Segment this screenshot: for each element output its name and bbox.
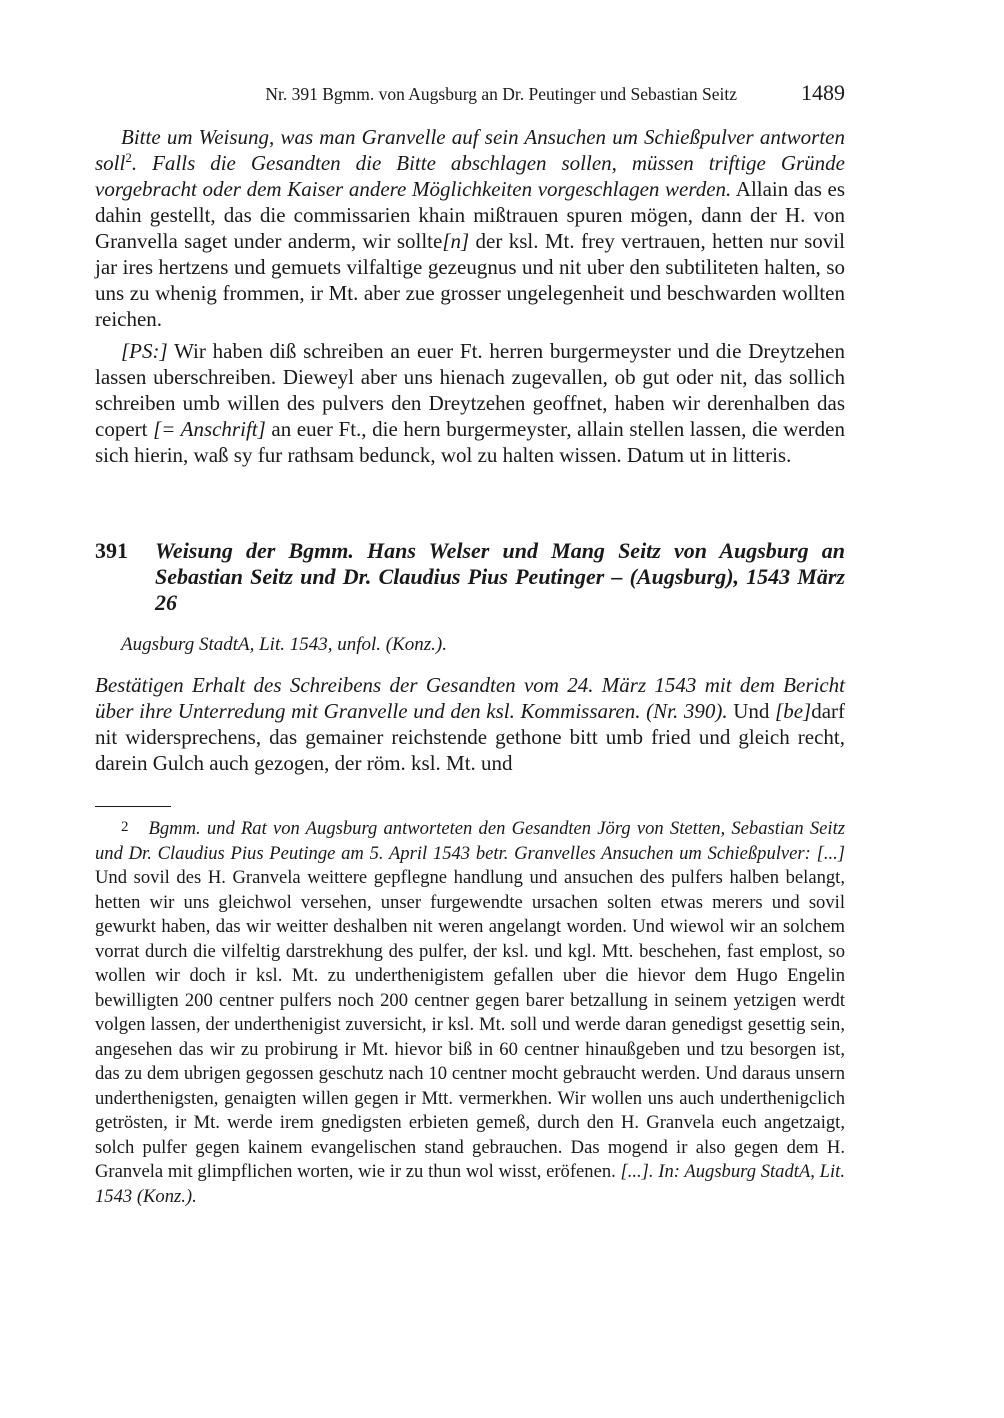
source-text-cont: der ksl. Mt. frey vertrauen, hetten nur sovil jar ires hertzens und gemuets vilfaltige gezeugnus und nit uber den subtiliteten halten, so uns zu whenig frommen, ir Mt. aber zue grosser ungelegenheit und beschwarden wollten reichen. [95,229,845,331]
editorial-bracket: [n] [442,229,470,253]
footnote-divider [95,806,171,807]
document-title: Weisung der Bgmm. Hans Welser und Mang Seitz von Augsburg an Sebastian Seitz und Dr. Claudius Pius Peutinger – (Augsburg), 1543 März 26 [155,538,845,615]
paragraph-3 [95,672,845,776]
source-text-cont: darf nit widersprechens, das gemainer reichstende gethone bitt umb fried und gleich recht, darein Gulch auch gezogen, der röm. ksl. Mt. und [95,699,845,775]
regest-text: Bestätigen Erhalt des Schreibens der Gesandten vom 24. März 1543 mit dem Bericht über ihre Unterredung mit Granvelle und den ksl. Kommissaren. (Nr. 390). [95,673,845,723]
source-text-cont: an euer Ft., die hern burgermeyster, allain stellen lassen, die werden sich hierin, waß sy fur rathsam bedunck, wol zu halten wissen. Datum ut in litteris. [95,417,845,467]
source-text: Allain das es dahin gestellt, das die commissarien khain mißtrauen spuren mögen, dann der H. von Granvella saget under anderm, wir sollte [95,177,845,253]
running-title: Nr. 391 Bgmm. von Augsburg an Dr. Peutinger und Sebastian Seitz [265,84,737,104]
footnote-mark: 2 [121,819,129,835]
footnote-2 [95,815,845,1209]
source-text: Und [727,699,776,723]
body-text-2 [95,672,845,776]
running-head [95,80,845,108]
footnote-italic: Bgmm. und Rat von Augsburg antworteten den Gesandten Jörg von Stetten, Sebastian Seitz und Dr. Claudius Pius Peutinge am 5. April 1543 betr. Granvelles Ansuchen um Schießpulver: [...] [95,818,845,864]
regest-text: Bitte um Weisung, was man Granvelle auf sein Ansuchen um Schießpulver antworten soll [95,125,845,175]
paragraph-2 [95,338,845,468]
footnote-reference[interactable]: 2 [125,150,132,165]
editorial-note: [= Anschrift] [153,417,266,441]
body-text [95,124,845,468]
source-text: Wir haben diß schreiben an euer Ft. herren burgermeyster und die Dreytzehen lassen uberschreiben. Dieweyl aber uns hienach zugevallen, ob gut oder nit, das sollich schreiben umb willen des pulvers den Dreytzehen geoffnet, haben wir derenhalben das copert [95,339,845,441]
footnote-text [95,815,845,1209]
page-number: 1489 [801,80,845,105]
ps-marker: [PS:] [121,339,168,363]
document-heading [95,538,845,616]
archival-source: Augsburg StadtA, Lit. 1543, unfol. (Konz.). [121,634,448,655]
footnote-quote: Und sovil des H. Granvela weittere gepflegne handlung und ansuchen des pulfers halben belangt, hetten wir uns gleichwol versehen, unser furgewendte ursachen solten etwas merers und sovil gewurkt haben, das wir weitter deshalben nit weren angelangt worden. Und wiewol wir an solchem vorrat durch die vilfeltig darstrekhung des pulfer, der ksl. und kgl. Mtt. beschehen, fast emplost, so wollen wir doch ir ksl. Mt. zu underthenigistem gefallen uber die hievor dem Hugo Engelin bewilligten 200 centner pulfers noch 200 centner gegen barer betzallung in seinem yetzigen werdt volgen lassen, der underthenigist zuversicht, ir ksl. Mt. soll und werde daran genedigst gesettig sein, angesehen das wir zu probirung ir Mt. hievor biß in 60 centner hinaußgeben und tzu besorgen ist, das zu dem ubrigen gegossen geschutz nach 10 centner mocht gebraucht werden. Und daraus unsern underthenigsten, genaigten willen gegen ir Mtt. vermerkhen. Wir wollen uns auch underthenigclich getrösten, ir Mt. werde irem gnedigsten erbieten gemeß, durch den H. Granvela euch angetzaigt, solch pulfer gegen kainem evangelischen stand gebrauchen. Das mogend ir also gegen dem H. Granvela mit glimpflichen worten, wie ir zu thun wol wisst, eröfenen. [95,867,845,1182]
regest-text-cont: . Falls die Gesandten die Bitte abschlagen sollen, müssen triftige Gründe vorgebracht oder dem Kaiser andere Möglichkeiten vorgeschlagen werden. [95,151,845,201]
paragraph-1 [95,124,845,332]
footnote-citation: [...]. In: Augsburg StadtA, Lit. 1543 (Konz.). [95,1161,845,1207]
editorial-bracket: [be] [775,699,812,723]
document-number: 391 [95,538,128,563]
